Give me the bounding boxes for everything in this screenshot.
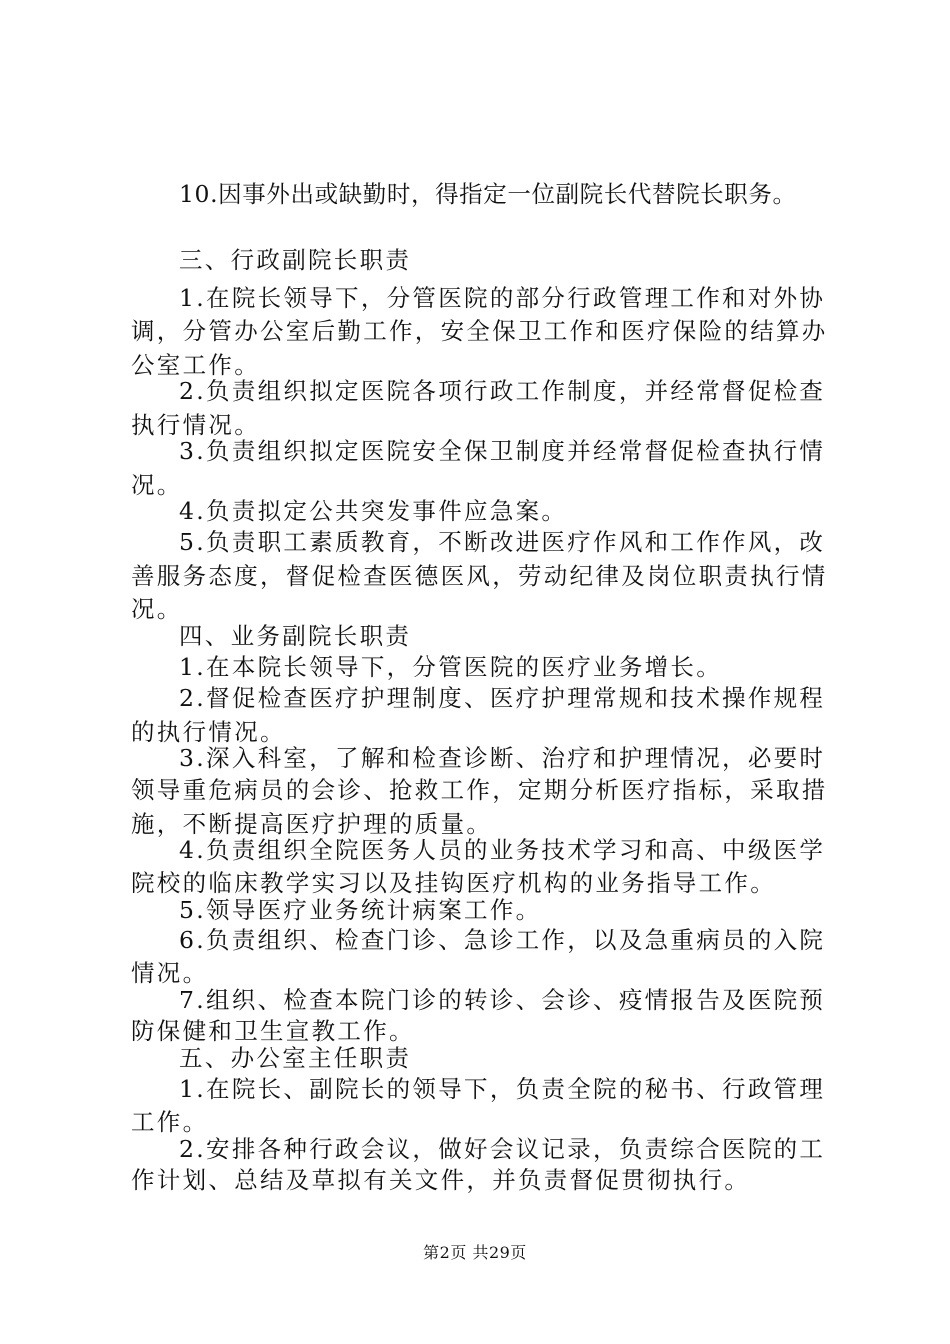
text-line: 3.负责组织拟定医院安全保卫制度并经常督促检查执行情 [179, 437, 826, 465]
text-line: 三、行政副院长职责 [179, 246, 412, 274]
text-line: 7.组织、检查本院门诊的转诊、会诊、疫情报告及医院预 [179, 986, 826, 1014]
text-line: 善服务态度，督促检查医德医风，劳动纪律及岗位职责执行情 [131, 562, 828, 590]
text-line: 施，不断提高医疗护理的质量。 [131, 810, 493, 838]
text-line: 1.在院长领导下，分管医院的部分行政管理工作和对外协 [179, 284, 826, 312]
text-line: 况。 [131, 471, 183, 499]
text-line: 2.督促检查医疗护理制度、医疗护理常规和技术操作规程 [179, 684, 826, 712]
text-line: 10.因事外出或缺勤时，得指定一位副院长代替院长职务。 [179, 180, 797, 208]
text-line: 3.深入科室，了解和检查诊断、治疗和护理情况，必要时 [179, 744, 826, 772]
text-line: 四、业务副院长职责 [179, 622, 412, 650]
text-line: 5.负责职工素质教育，不断改进医疗作风和工作作风，改 [179, 528, 826, 556]
text-line: 1.在院长、副院长的领导下，负责全院的秘书、行政管理 [179, 1075, 826, 1103]
text-line: 领导重危病员的会诊、抢救工作，定期分析医疗指标，采取措 [131, 776, 828, 804]
text-line: 防保健和卫生宣教工作。 [131, 1017, 415, 1045]
page-footer: 第2页 共29页 [423, 1243, 527, 1262]
text-line: 调，分管办公室后勤工作，安全保卫工作和医疗保险的结算办 [131, 317, 828, 345]
text-line: 2.安排各种行政会议，做好会议记录，负责综合医院的工 [179, 1135, 826, 1163]
text-line: 4.负责拟定公共突发事件应急案。 [179, 497, 568, 525]
text-line: 1.在本院长领导下，分管医院的医疗业务增长。 [179, 653, 723, 681]
text-line: 工作。 [131, 1108, 209, 1136]
text-line: 况。 [131, 595, 183, 623]
text-line: 执行情况。 [131, 411, 260, 439]
text-line: 2.负责组织拟定医院各项行政工作制度，并经常督促检查 [179, 377, 826, 405]
text-line: 5.领导医疗业务统计病案工作。 [179, 896, 542, 924]
text-line: 情况。 [131, 959, 209, 987]
text-line: 的执行情况。 [131, 718, 286, 746]
text-line: 6.负责组织、检查门诊、急诊工作，以及急重病员的入院 [179, 926, 826, 954]
text-line: 公室工作。 [131, 351, 260, 379]
text-line: 五、办公室主任职责 [179, 1044, 412, 1072]
text-line: 院校的临床教学实习以及挂钩医疗机构的业务指导工作。 [131, 869, 776, 897]
text-line: 作计划、总结及草拟有关文件，并负责督促贯彻执行。 [131, 1166, 751, 1194]
text-line: 4.负责组织全院医务人员的业务技术学习和高、中级医学 [179, 836, 826, 864]
